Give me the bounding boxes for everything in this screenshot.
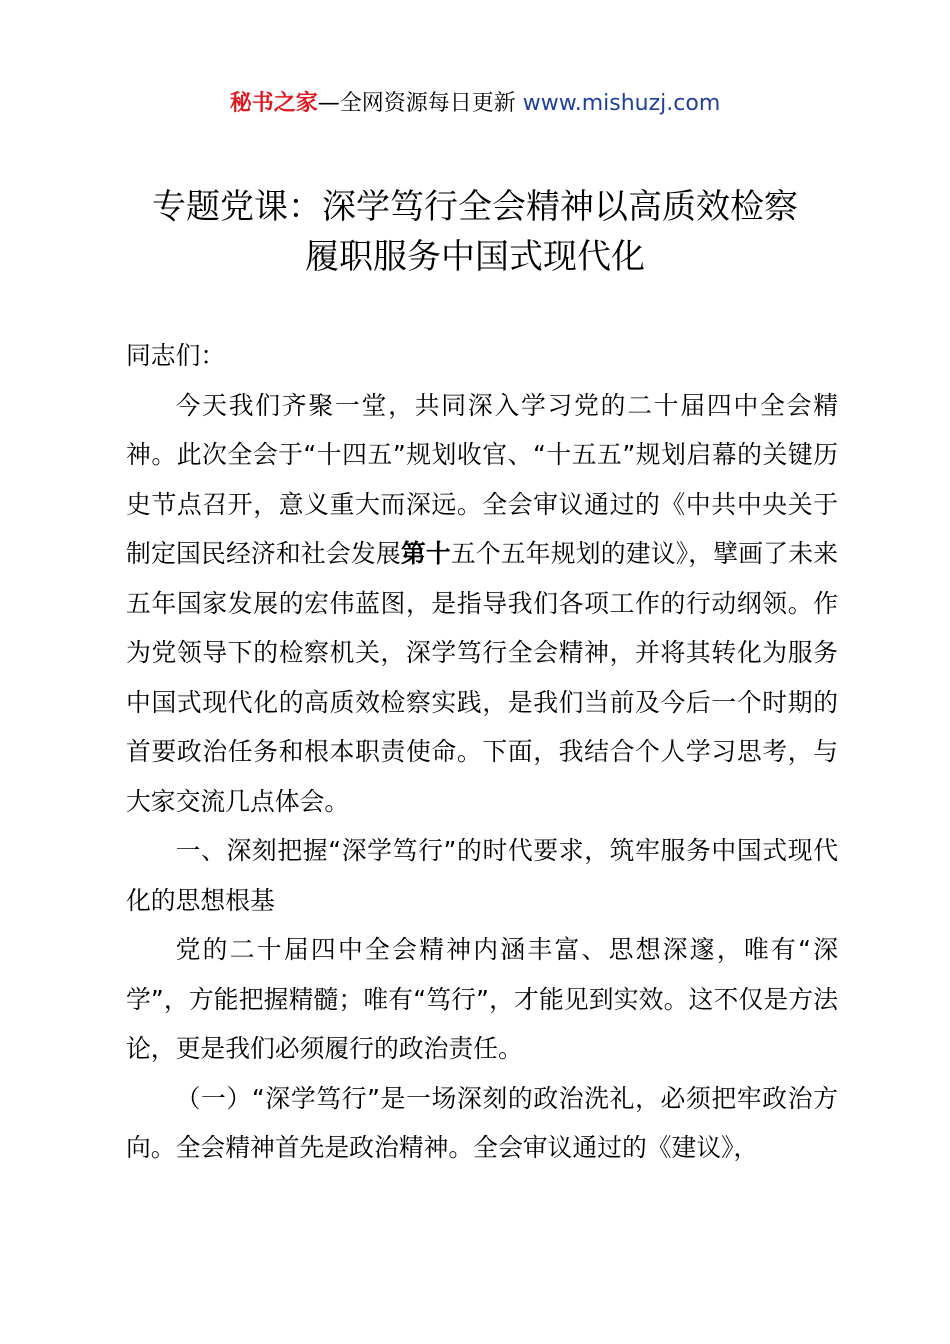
salutation: 同志们： [126,341,226,370]
paragraph-intro-text-a: 今天我们齐聚一堂，共同深入学习党的二十届四中全会精神。此次全会于“十四五”规划收官、“十五五”规划启幕的关键历史节点召开，意义重大而深远。全会审议通过的《中共中央关于制定国民经济和社会发展 [126,390,838,568]
paragraph-intro [126,381,838,827]
title-line-1: 专题党课：深学笃行全会精神以高质效检察 [152,187,798,227]
brand-name: 秘书之家 [229,91,318,116]
site-url-link[interactable]: www.mishuzj.com [522,91,721,116]
header-tagline: —全网资源每日更新 [317,91,516,116]
document-title [0,182,950,282]
title-line-2: 履职服务中国式现代化 [305,237,645,277]
paragraph-intro-text-b: 五个五年规划的建议》，擘画了未来五年国家发展的宏伟蓝图，是指导我们各项工作的行动纲领。作为党领导下的检察机关，深学笃行全会精神，并将其转化为服务中国式现代化的高质效检察实践，是我们当前及今后一个时期的首要政治任务和根本职责使命。下面，我结合个人学习思考，与大家交流几点体会。 [126,539,838,816]
paragraph-intro-bold: 第十 [400,539,451,568]
document-body [126,331,838,1173]
site-header [0,86,950,122]
paragraph-section-1: 党的二十届四中全会精神内涵丰富、思想深邃，唯有“深学”，方能把握精髓；唯有“笃行”，才能见到实效。这不仅是方法论，更是我们必须履行的政治责任。 [126,935,838,1063]
paragraph-subsection-1: （一）“深学笃行”是一场深刻的政治洗礼，必须把牢政治方向。全会精神首先是政治精神。全会审议通过的《建议》， [126,1083,838,1162]
section-heading-1: 一、深刻把握“深学笃行”的时代要求，筑牢服务中国式现代化的思想根基 [126,836,838,915]
